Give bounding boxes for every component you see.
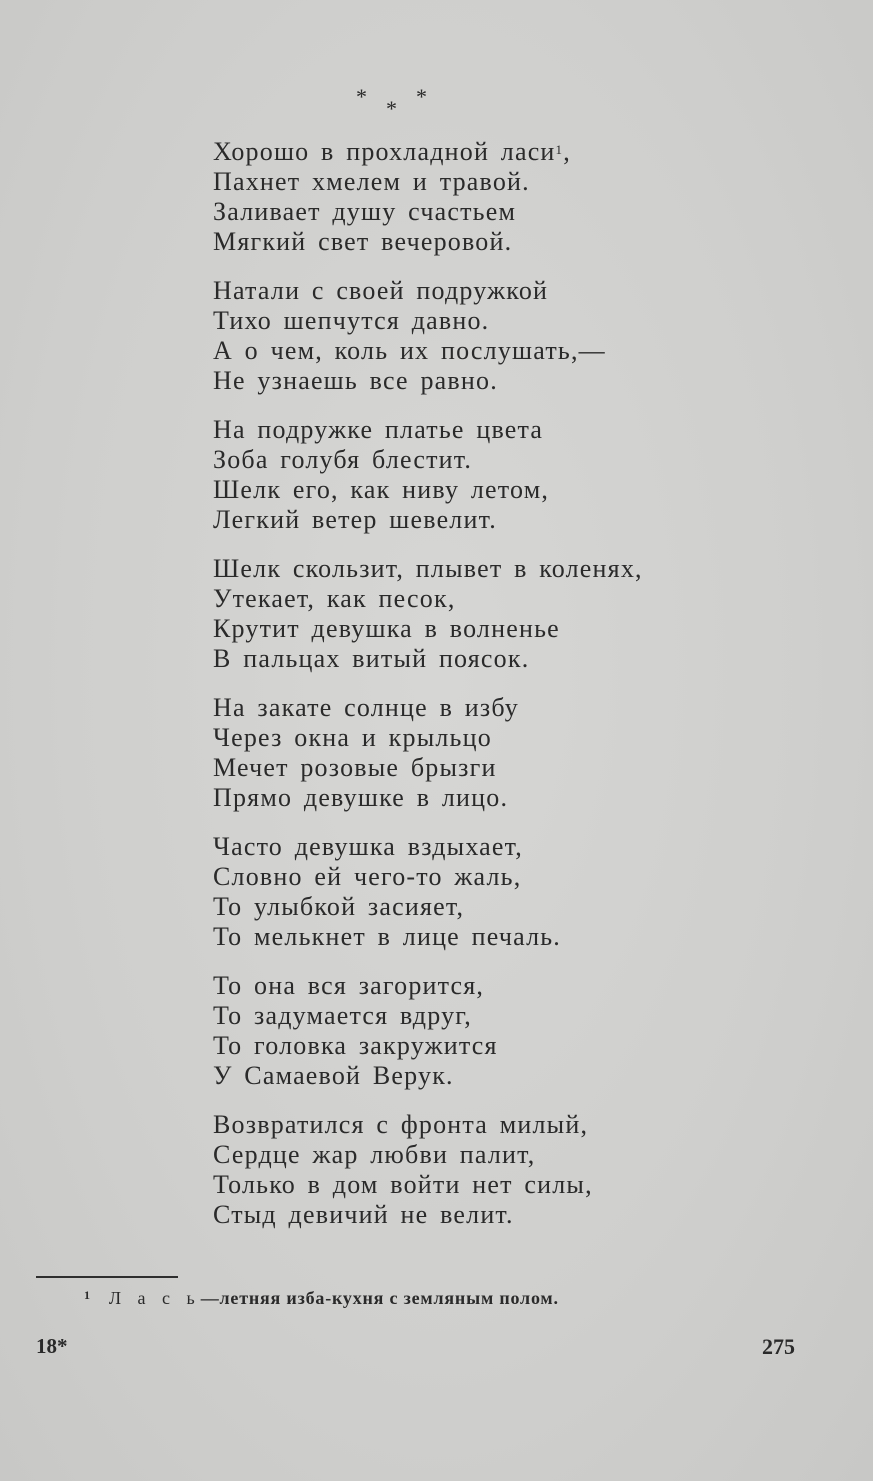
footnote-text: —летняя изба-кухня с земляным полом. [200,1288,559,1308]
poem-line: Хорошо в прохладной ласи$^1$, [213,137,571,166]
stanza [213,832,773,952]
poem-line: Прямо девушке в лицо. [213,783,509,812]
poem-line: Шелк скользит, плывет в коленях, [213,554,643,583]
footnote [84,1288,559,1309]
poem-line: Стыд девичий не велит. [213,1200,514,1229]
poem-line: А о чем, коль их послушать,— [213,336,606,365]
poem-line: Утекает, как песок, [213,584,456,613]
poem-line: Зоба голубя блестит. [213,445,473,474]
asterisk: * [416,84,427,109]
footnote-mark: 1 [84,1288,91,1302]
poem-line: Сердце жар любви палит, [213,1140,536,1169]
stanza [213,693,773,813]
stanza [213,415,773,535]
stanza [213,276,773,396]
poem-line: То головка закружится [213,1031,498,1060]
stanza [213,137,773,257]
page-number: 275 [762,1334,795,1359]
asterisk: * [386,96,397,121]
poem-line: То задумается вдруг, [213,1001,472,1030]
poem-line: Тихо шепчутся давно. [213,306,490,335]
poem-line: Возвратился с фронта милый, [213,1110,589,1139]
stanza [213,1110,773,1230]
poem-line: В пальцах витый поясок. [213,644,530,673]
poem-line: То мелькнет в лице печаль. [213,922,562,951]
poem-line: Словно ей чего-то жаль, [213,862,522,891]
footnote-term: Л а с ь [108,1288,201,1308]
poem-line: Мягкий свет вечеровой. [213,227,513,256]
poem-line: Легкий ветер шевелит. [213,505,497,534]
poem-line: Крутит девушка в волненье [213,614,560,643]
asterisk: * [356,84,367,109]
poem-line: Только в дом войти нет силы, [213,1170,593,1199]
poem-line: Часто девушка вздыхает, [213,832,523,861]
printer-signature: 18* [36,1334,68,1358]
poem-line: Мечет розовые брызги [213,753,497,782]
poem-line: Заливает душу счастьем [213,197,517,226]
poem-line: Натали с своей подружкой [213,276,549,305]
poem-line: На закате солнце в избу [213,693,519,722]
footnote-rule [36,1276,178,1278]
poem [213,137,773,1249]
poem-line: У Самаевой Верук. [213,1061,454,1090]
poem-line: Пахнет хмелем и травой. [213,167,530,196]
poem-line: То она вся загорится, [213,971,485,1000]
poem-line: На подружке платье цвета [213,415,544,444]
asterism-divider [352,80,442,120]
poem-line: То улыбкой засияет, [213,892,465,921]
stanza [213,554,773,674]
poem-line: Через окна и крыльцо [213,723,492,752]
poem-line: Не узнаешь все равно. [213,366,498,395]
footnote-reference: 1 [555,142,564,157]
stanza [213,971,773,1091]
poem-line: Шелк его, как ниву летом, [213,475,550,504]
